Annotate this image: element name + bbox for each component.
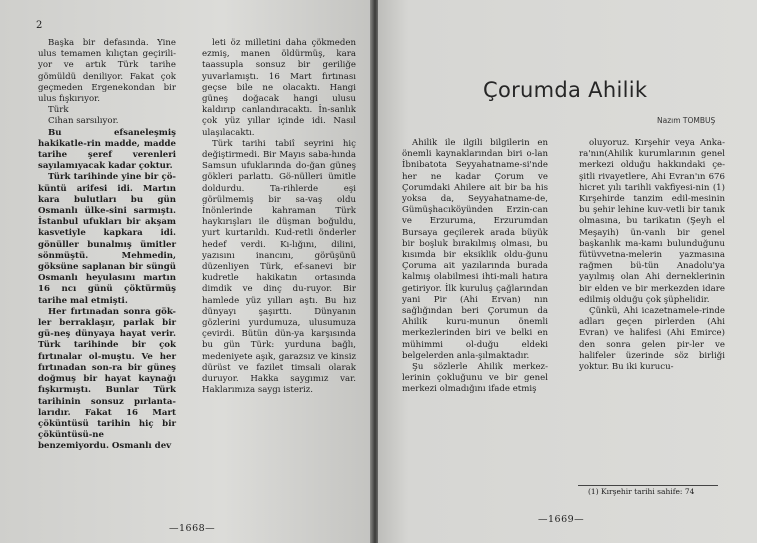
right-column-1 xyxy=(402,138,548,396)
left-folio: —1668— xyxy=(169,523,216,534)
paragraph: Şu sözlerle Ahilik merkez-lerinin çokluğunu ve bir genel merkezi olmadığını ifade etmiş xyxy=(402,362,548,395)
paragraph: Çünkü, Ahi icazetnamele-rinde adları geçen pirlerden (Ahi Evran) ve halifesi (Ahi Emirce) den sonra gelen pir-ler ve halifeler üzerinde söz birliği yoktur. Bu iki kurucu- xyxy=(579,306,725,373)
paragraph: Ahilik ile ilgili bilgilerin en önemli kaynaklarından biri o-lan İbnibatota Seyyahatname-si'nde her ne kadar Çorum ve Çorumdaki Ahilere ait bir ba his yoksa da, Seyyahatname-de, Gümüşhacıköyünden Erzin-can ve Erzuruma, Erzurumdan Bursaya geçilerek arada büyük bir boşluk bırakılmış olması, bu kısımda bir eksiklik oldu-ğunu Çoruma ait yazılarında burada kalmış olabilmesi ihti-mali hatıra getiriyor. İlk kuruluş çağlarından yani Pir (Ahi Ervan) nın sağlığından beri Çorumun da Ahilik kuru-munun önemli merkezlerinden biri ve belki en mühimmi ol-duğu eldeki belgelerden anla-şılmaktadır. xyxy=(402,138,548,361)
paragraph: Başka bir defasında. Yine ulus temamen kılıçtan geçirili-yor ve artık Türk tarihe gömüldü deniliyor. Fakat çok geçmeden Ergenekondan bir ulus fışkırıyor. xyxy=(38,38,176,105)
footnote-rule xyxy=(578,485,718,486)
paragraph: Türk xyxy=(48,105,69,116)
paragraph: Bu efsaneleşmiş hakikatle-rin madde, madde tarihe şeref verenleri sayılamıyacak kadar çoktur. xyxy=(38,127,176,172)
footnote: (1) Kırşehir tarihi sahife: 74 xyxy=(588,487,695,496)
right-folio: —1669— xyxy=(538,514,585,525)
article-author: Nazım TOMBUŞ xyxy=(657,116,716,125)
left-column-2 xyxy=(202,38,356,397)
paragraph: Cihan sarsılıyor. xyxy=(48,116,119,127)
left-column-1 xyxy=(38,38,176,453)
paragraph: Her fırtınadan sonra gök-ler berraklaşır, parlak bir gü-neş dünyaya hayat verir. Türk tarihinde bir çok fırtınalar ol-muştu. Ve her fırtınadan son-ra bir güneş doğmuş bir hayat kaynağı fışkırmıştı. Bunlar Türk tarihinin sonsuz pırlanta-larıdır. Fakat 16 Mart çöküntüsü tarihin hiç bir çöküntüsü-ne benzemiyordu. Osmanlı dev xyxy=(38,306,176,452)
left-page xyxy=(0,0,372,543)
paragraph: oluyoruz. Kırşehir veya Anka-ra'nın(Ahilik kurumlarının genel merkezi olduğu hakkındaki çe-şitli rivayetlere, Ahi Evran'ın 676 hicret yılı tarihli vakfiyesi-nin (1) Kırşehirde tanzim edil-mesinin bu şehir lehine kuv-vetli bir tanık olmasına, bu tarikatın (Şeyh el Meşayih) ün-vanlı bir genel başkanlık ma-kamı bulunduğunu fütüvvetna-melerin yazmasına rağmen bü-tün Anadolu'ya yayılmış olan Ahi derneklerinin bir elden ve bir merkezden idare edilmiş olduğu çok şüphelidir. xyxy=(579,138,725,305)
right-column-2 xyxy=(579,138,725,373)
page-number-top: 2 xyxy=(36,20,43,31)
article-title: Çorumda Ahilik xyxy=(483,78,648,102)
paragraph: Türk tarihinde yine bir çö-küntü arifesi idi. Martın kara bulutları bu gün Osmanlı ülke-sini sarmıştı. İstanbul ufukları bir akşam kasvetiyle kapkara idi. gönüller bunalmış ümitler sönmüştü. Mehmedin, göksüne saplanan bir süngü Osmanlı heyulasını martın 16 ncı günü çöktürmüş tarihe mal etmişti. xyxy=(38,172,176,306)
paragraph: Türk tarihi tabiî seyrini hiç değiştirmedi. Bir Mayıs saba-hında Samsun ufuklarında do-ğan güneş gökleri parlattı. Gö-nülleri ümitle doldurdu. Ta-rihlerde eşi görülmemiş bir sa-vaş oldu İnönlerinde kahraman Türk haykırışları ile düşman boğuldu, yurt kurtarıldı. Kud-retli önderler hedef verdi. Kı-lığını, dilini, yazısını inancını, görüşünü düzenliyen Türk, ef-sanevi bir kudretle hakikatın ortasında dimdik ve dinç du-ruyor. Bir hamlede yüz yılları aştı. Bu hız dünyayı şaşırttı. Dünyanın gözlerini yurdumuza, ulusumuza çevirdi. Bütün dün-ya karşısında bu gün Türk: yurduna bağlı, medeniyete aşık, garazsız ve kinsiz dürüst ve fazilet timsali olarak duruyor. Hakka saygımız var. Haklarımıza saygı isteriz. xyxy=(202,138,356,396)
paragraph: leti öz milletini daha çökmeden ezmiş, manen öldürmüş, kara taassupla sonsuz bir geriliğe yuvarlamıştı. 16 Mart fırtınası geçse bile ne olacaktı. Hangi güneş doğacak hangi ulusu kaldırıp canlandıracaktı. İn-sanlık çok yüz yıllar içinde idi. Nasıl ulaşılacaktı. xyxy=(202,38,356,138)
